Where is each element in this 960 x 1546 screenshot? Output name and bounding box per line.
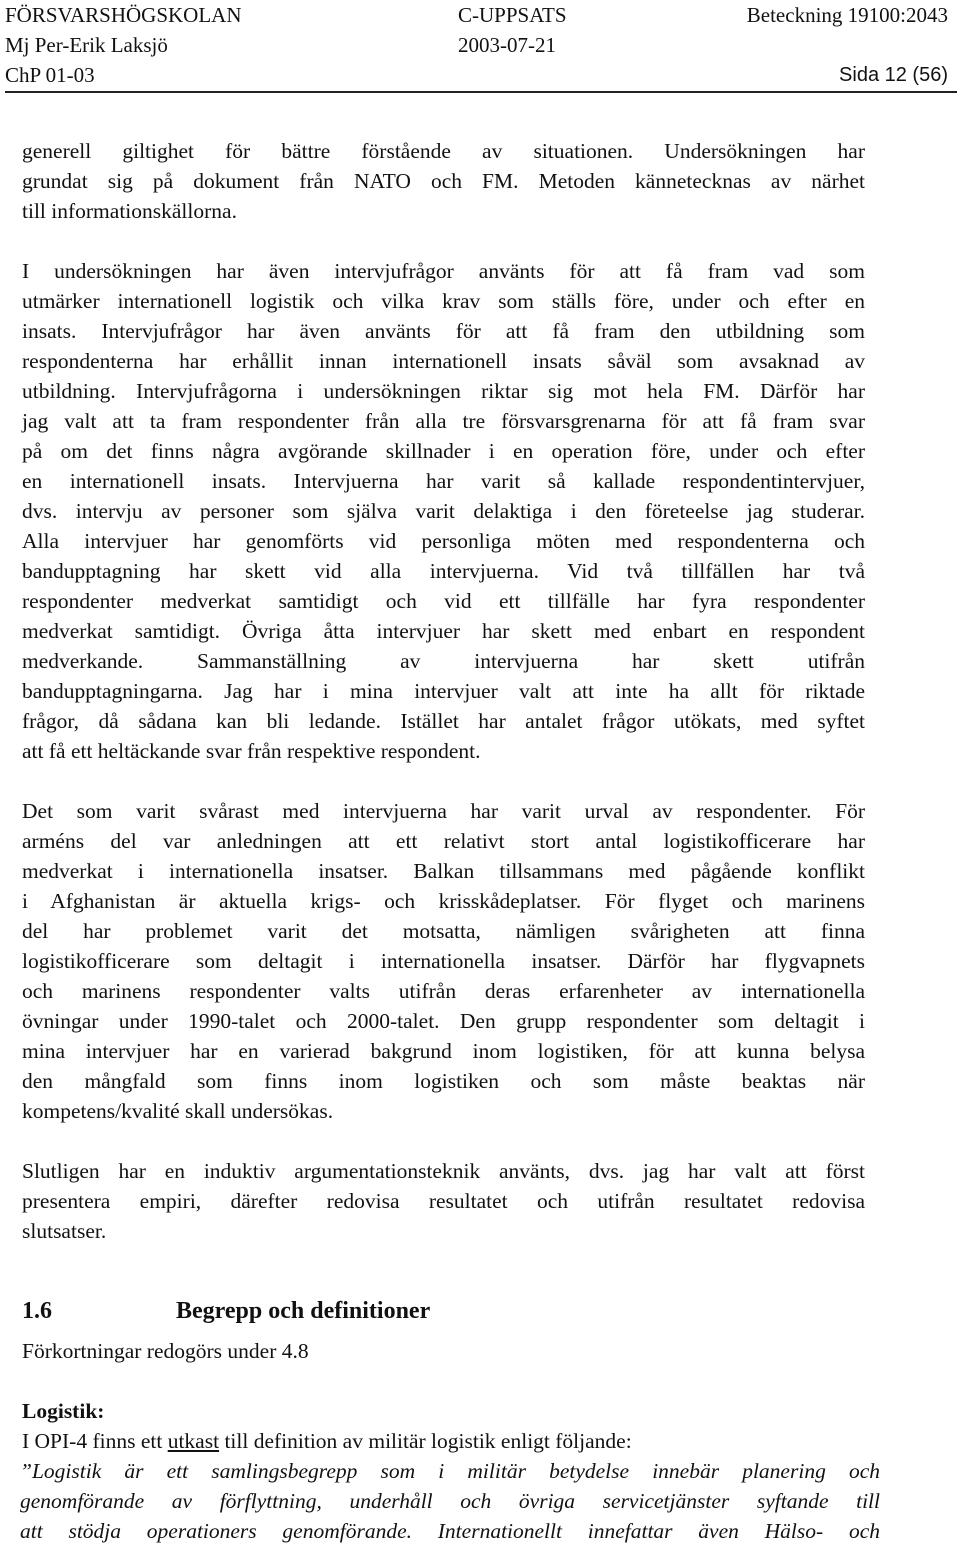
text-line: slutsatser.	[22, 1219, 107, 1243]
draft-link[interactable]: utkast	[167, 1429, 220, 1453]
text-line: respondenterna har erhållit innan internationell insats såväl som avsaknad av	[22, 349, 865, 373]
header-page-number: Sida 12 (56)	[839, 64, 948, 86]
logistics-heading: Logistik:	[22, 1399, 105, 1423]
text-line: mina intervjuer har en varierad bakgrund inom logistiken, för att kunna belysa	[22, 1039, 865, 1063]
text-line: bandupptagningarna. Jag har i mina intervjuer valt att inte ha allt för riktade	[22, 679, 865, 703]
header-row-3	[0, 60, 960, 90]
section-heading	[22, 1296, 865, 1326]
paragraph-3	[22, 796, 865, 1126]
text-line: ”Logistik är ett samlingsbegrepp som i militär betydelse innebär planering och	[20, 1459, 880, 1483]
header-author: Mj Per-Erik Laksjö	[5, 33, 168, 57]
text-line: generell giltighet för bättre förstående av situationen. Undersökningen har	[22, 139, 865, 163]
text-line: Det som varit svårast med intervjuerna har varit urval av respondenter. För	[22, 799, 865, 823]
text-line: till informationskällorna.	[22, 199, 237, 223]
text-line: Alla intervjuer har genomförts vid personliga möten med respondenterna och	[22, 529, 865, 553]
text-line: dvs. intervju av personer som själva varit delaktiga i den företeelse jag studerar.	[22, 499, 865, 523]
header-doc-type: C-UPPSATS	[458, 3, 567, 27]
text-line: kompetens/kvalité skall undersökas.	[22, 1099, 334, 1123]
text-line: frågor, då sådana kan bli ledande. Istället har antalet frågor utökats, med syftet	[22, 709, 865, 733]
header-reference: Beteckning 19100:2043	[746, 3, 948, 27]
text-line: genomförande av förflyttning, underhåll och övriga servicetjänster syftande till	[20, 1489, 880, 1513]
text-line: medverkat i internationella insatser. Balkan tillsammans med pågående konflikt	[22, 859, 865, 883]
text-line: insats. Intervjufrågor har även använts för att få fram den utbildning som	[22, 319, 865, 343]
logistics-prefix: I OPI-4 finns ett	[22, 1429, 168, 1453]
text-line: I undersökningen har även intervjufrågor använts för att få fram vad som	[22, 259, 865, 283]
section-number: 1.6	[22, 1298, 52, 1324]
text-line: logistikofficerare som deltagit i internationella insatser. Därför har flygvapnets	[22, 949, 865, 973]
header-course: ChP 01-03	[5, 63, 95, 87]
text-line: presentera empiri, därefter redovisa resultatet och utifrån resultatet redovisa	[22, 1189, 865, 1213]
header-org: FÖRSVARSHÖGSKOLAN	[5, 3, 242, 27]
text-line: medverkande. Sammanställning av intervjuerna har skett utifrån	[22, 649, 865, 673]
text-line: utbildning. Intervjufrågorna i undersökningen riktar sig mot hela FM. Därför har	[22, 379, 865, 403]
text-line: utmärker internationell logistik och vilka krav som ställs före, under och efter en	[22, 289, 865, 313]
header-divider	[5, 91, 957, 93]
text-line: övningar under 1990-talet och 2000-talet. Den grupp respondenter som deltagit i	[22, 1009, 865, 1033]
text-line: en internationell insats. Intervjuerna har varit så kallade respondentintervjuer,	[22, 469, 865, 493]
section-intro: Förkortningar redogörs under 4.8	[22, 1339, 309, 1363]
text-line: att få ett heltäckande svar från respektive respondent.	[22, 739, 481, 763]
text-line: jag valt att ta fram respondenter från alla tre försvarsgrenarna för att få fram svar	[22, 409, 865, 433]
text-line: att stödja operationers genomförande. Internationellt innefattar även Hälso- och	[20, 1519, 880, 1543]
text-line: respondenter medverkat samtidigt och vid ett tillfälle har fyra respondenter	[22, 589, 865, 613]
paragraph-1	[22, 136, 865, 226]
text-line: arméns del var anledningen att ett relativt stort antal logistikofficerare har	[22, 829, 865, 853]
text-line: Slutligen har en induktiv argumentationsteknik använts, dvs. jag har valt att först	[22, 1159, 865, 1183]
text-line: och marinens respondenter valts utifrån deras erfarenheter av internationella	[22, 979, 865, 1003]
logistics-definition-intro	[22, 1426, 865, 1456]
text-line: del har problemet varit det motsatta, nämligen svårigheten att finna	[22, 919, 865, 943]
paragraph-2	[22, 256, 865, 766]
header-row-2	[0, 30, 960, 60]
text-line: medverkat samtidigt. Övriga åtta intervjuer har skett med enbart en respondent	[22, 619, 865, 643]
section-title: Begrepp och definitioner	[176, 1298, 431, 1324]
text-line: den mångfald som finns inom logistiken och som måste beaktas när	[22, 1069, 865, 1093]
paragraph-4	[22, 1156, 865, 1246]
text-line: bandupptagning har skett vid alla intervjuerna. Vid två tillfällen har två	[22, 559, 865, 583]
logistics-quote	[20, 1456, 880, 1546]
text-line: grundat sig på dokument från NATO och FM. Metoden kännetecknas av närhet	[22, 169, 865, 193]
text-line: i Afghanistan är aktuella krigs- och krisskådeplatser. För flyget och marinens	[22, 889, 865, 913]
header-date: 2003-07-21	[458, 33, 556, 57]
logistics-suffix: till definition av militär logistik enligt följande:	[219, 1429, 632, 1453]
header-row-1	[0, 0, 960, 30]
text-line: på om det finns några avgörande skillnader i en operation före, under och efter	[22, 439, 865, 463]
